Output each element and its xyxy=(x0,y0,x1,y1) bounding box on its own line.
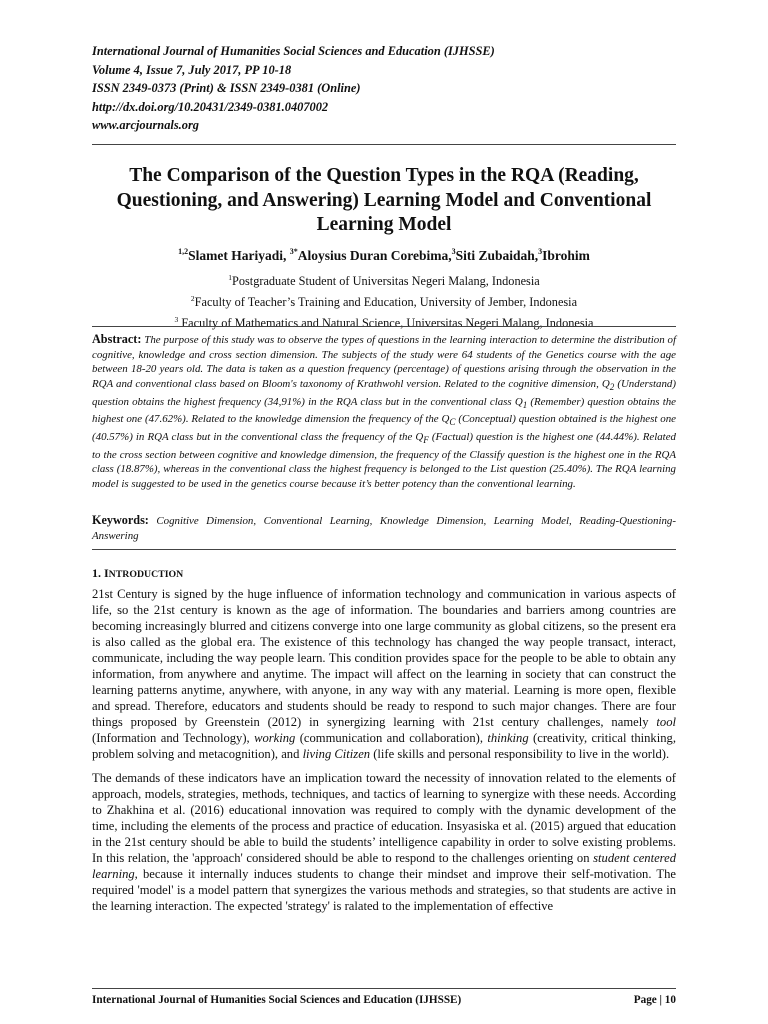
affiliation-2-mark: 2 xyxy=(190,294,195,303)
p2-text-a: The demands of these indicators have an implication toward the necessity of innovation related to the elements of approach, models, strategies, methods, techniques, and tactics of learning to synergize with these needs. According to Zhakhina et al. (2016) educational innovation was required to comply with the dynamic development of the time, including the elements of the process and practice of education. Insyasiska et al. (2015) argued that education in the 21st century should be able to build the students’ intelligence capability in order to solve existing problems. In this relation, the 'approach' considered should be able to respond to the challenges orienting on xyxy=(92,770,676,865)
affiliation-1-text: Postgraduate Student of Universitas Negeri Malang, Indonesia xyxy=(232,274,540,288)
paper-title: The Comparison of the Question Types in the RQA (Reading, Questioning, and Answering) Learning Model and Conventional Learning Model xyxy=(116,165,652,235)
author-4: Ibrohim xyxy=(542,248,590,263)
author-1-affil: 1,2 xyxy=(178,247,189,256)
keywords-text: Cognitive Dimension, Conventional Learning, Knowledge Dimension, Learning Model, Reading-Questioning-Answering xyxy=(92,515,676,542)
p1-thinking: thinking xyxy=(487,731,529,746)
affiliation-2 xyxy=(92,290,676,311)
abstract-sub-2: 1 xyxy=(522,399,528,410)
author-1: Slamet Hariyadi, xyxy=(188,248,290,263)
author-2-affil: 3* xyxy=(289,247,298,256)
section-title-rest: NTRODUCTION xyxy=(108,569,184,580)
journal-website[interactable]: www.arcjournals.org xyxy=(92,118,199,133)
abstract xyxy=(92,332,676,492)
abstract-sub-4: F xyxy=(423,435,429,446)
p1-text-b: (Information and Technology), xyxy=(92,731,255,746)
p1-tool: tool xyxy=(656,715,676,730)
section-number: 1. xyxy=(92,566,101,580)
abstract-label: Abstract: xyxy=(92,332,142,346)
abstract-sub-1: 2 xyxy=(609,381,615,392)
p2-student-centered: student centered learning, xyxy=(92,850,676,881)
body-text xyxy=(92,586,676,921)
affiliation-1 xyxy=(92,269,676,290)
section-initial: I xyxy=(104,566,109,580)
abstract-text-1: The purpose of this study was to observe the types of questions in the learning interaction to determine the distribution of cognitive, knowledge and cross section dimension. The subjects of the study were 64 students of the Genetics course with the age between 18-20 years old. The data is taken as a question frequency (percentage) of questions arising through the observation in the RQA and conventional class based on Bloom's taxonomy of Krathwohl version. Related to the cognitive dimension, Q xyxy=(92,334,676,390)
journal-header xyxy=(92,42,676,135)
author-4-affil: 3 xyxy=(538,247,543,256)
journal-issn: ISSN 2349-0373 (Print) & ISSN 2349-0381 (Online) xyxy=(92,81,361,96)
author-list xyxy=(92,243,676,265)
keywords-bottom-rule xyxy=(92,549,676,550)
section-heading xyxy=(92,566,183,581)
p1-text-d: (creativity, critical thinking, problem solving and metacognition), and xyxy=(92,731,676,762)
abstract-sub-3: C xyxy=(449,417,456,428)
p1-text-e: (life skills and personal responsibility to live in the world). xyxy=(370,747,670,762)
p1-living-citizen: living Citizen xyxy=(302,747,371,762)
author-2: Aloysius Duran Corebima, xyxy=(297,248,452,263)
abstract-top-rule xyxy=(92,326,676,327)
affiliation-3-mark: 3 xyxy=(174,315,179,324)
journal-name: International Journal of Humanities Social Sciences and Education (IJHSSE) xyxy=(92,44,495,58)
affiliation-3 xyxy=(92,311,676,332)
keywords-label: Keywords: xyxy=(92,513,149,527)
affiliation-3-text: Faculty of Mathematics and Natural Science, Universitas Negeri Malang, Indonesia xyxy=(178,316,594,330)
author-3-affil: 3 xyxy=(451,247,456,256)
journal-volume: Volume 4, Issue 7, July 2017, PP 10-18 xyxy=(92,62,292,77)
footer-journal: International Journal of Humanities Social Sciences and Education (IJHSSE) xyxy=(92,994,462,1006)
p1-text-c: (communication and collaboration), xyxy=(295,731,488,746)
footer-rule xyxy=(92,988,676,989)
p1-text-a: 21st Century is signed by the huge influence of information technology and communication in various aspects of life, so the 21st century is known as the age of information. The boundaries and barriers among countries are becoming increasingly blurred and citizens converge into one large community as global citizens, so the present era is also called as the global era. The existence of this technology has changed the way people transact, interact, communicate, including the way people learn. This condition provides space for the people to be able to obtain any information, from anywhere and anytime. The impact will affect on the learning in society that can construct the learning patterns anytime, anywhere, with anyone, in any way with any material. Learning is more open, flexible and spread. Therefore, educators and students should be ready to respond to such major changes. There are four things proposed by Greenstein (2012) in synergizing learning with 21st century challenges, namely xyxy=(92,587,676,730)
p1-working: working xyxy=(254,731,296,746)
p2-text-b: because it internally induces students to change their mindset and improve their self-motivation. The required 'model' is a model pattern that synergizes the various methods and strategies, so that students are active in the learning interaction. The expected 'strategy' is ralated to the implementation of effective xyxy=(92,866,676,913)
abstract-text-4: (Conceptual) question obtained is the highest one (40.57%) in RQA class but in the conventional class the frequency of the Q xyxy=(92,413,677,444)
article-doi[interactable]: http://dx.doi.org/10.20431/2349-0381.0407002 xyxy=(92,99,329,114)
abstract-text-2: (Understand) question obtains the highest frequency (34,91%) in the RQA class but in the conventional class Q xyxy=(92,377,676,408)
abstract-text-3: (Remember) question obtains the highest one (47.62%). Related to the knowledge dimension the frequency of the Q xyxy=(92,395,676,426)
paragraph-1 xyxy=(92,586,676,763)
affiliation-2-text: Faculty of Teacher’s Training and Education, University of Jember, Indonesia xyxy=(194,295,578,309)
page-number: Page | 10 xyxy=(633,994,676,1006)
paragraph-2 xyxy=(92,770,676,914)
affiliation-list xyxy=(92,269,676,332)
header-rule xyxy=(92,144,676,145)
abstract-text-5: (Factual) question is the highest one (44.44%). Related to the cross section between cognitive and knowledge dimension, the frequency of the Classify question is the highest one in the RQA class (18.87%), whereas in the conventional class the highest frequency is belonged to the List question (25.40%). The RQA learning model is suggested to be used in the genetics course because it’s better potency than the conventional learning. xyxy=(92,431,676,491)
keywords xyxy=(92,513,676,544)
affiliation-1-mark: 1 xyxy=(228,273,233,282)
author-3: Siti Zubaidah, xyxy=(455,248,539,263)
